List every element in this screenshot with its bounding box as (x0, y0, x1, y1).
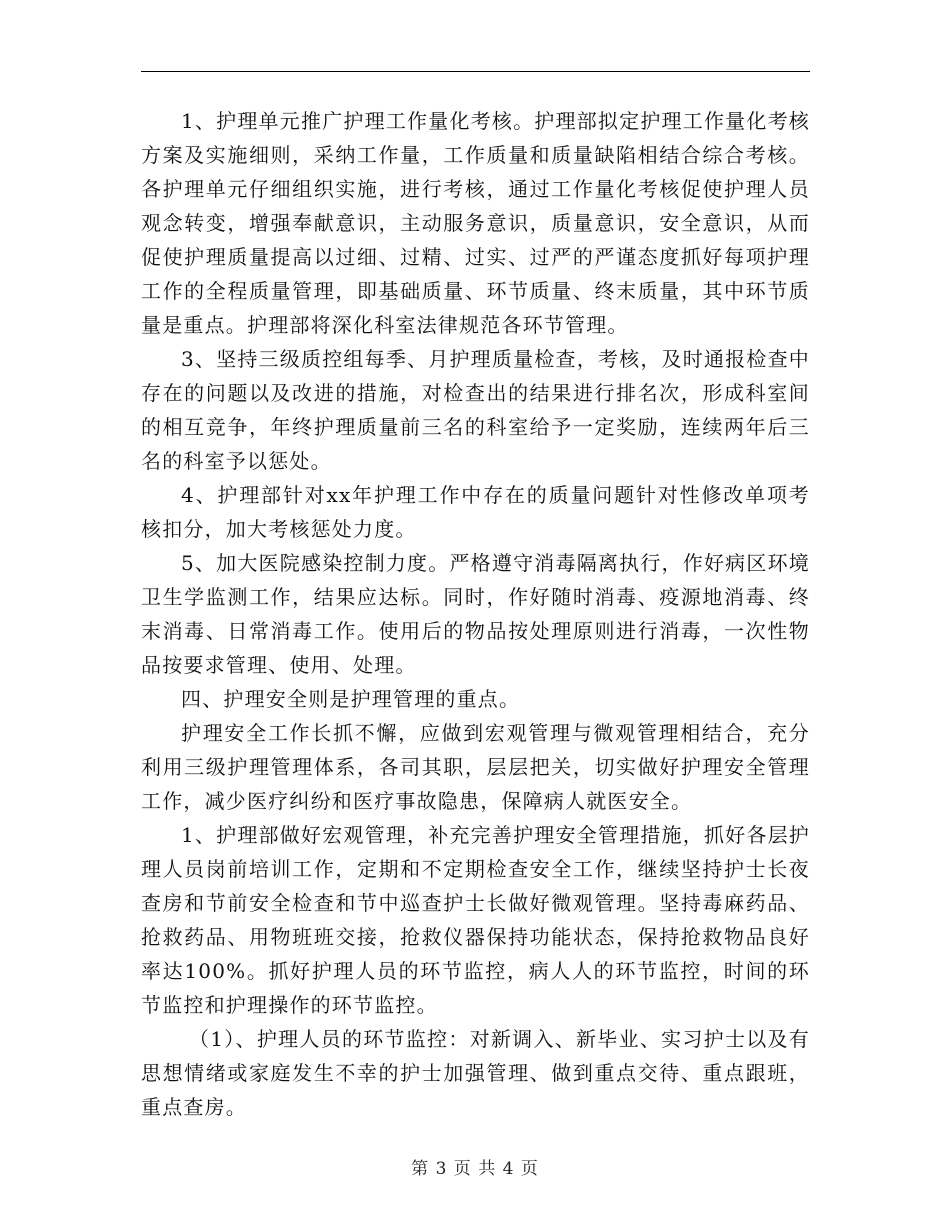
section-heading-nursing-safety: 四、护理安全则是护理管理的重点。 (181, 687, 521, 711)
page-footer (0, 1154, 950, 1179)
paragraph-quantified-assessment: 1、护理单元推广护理工作量化考核。护理部拟定护理工作量化考核方案及实施细则，采纳工作量，工作质量和质量缺陷相结合综合考核。各护理单元仔细组织实施，进行考核，通过工作量化考核促使护理人员观念转变，增强奉献意识，主动服务意识，质量意识，安全意识，从而促使护理质量提高以过细、过精、过实、过严的严谨态度抓好每项护理工作的全程质量管理，即基础质量、环节质量、终末质量，其中环节质量是重点。护理部将深化科室法律规范各环节管理。 (141, 109, 810, 337)
page-number: 第 3 页 共 4 页 (411, 1159, 539, 1179)
paragraph-macro-management: 1、护理部做好宏观管理，补充完善护理安全管理措施，抓好各层护理人员岗前培训工作，定期和不定期检查安全工作，继续坚持护士长夜查房和节前安全检查和节中巡查护士长做好微观管理。坚持毒麻药品、抢救药品、用物班班交接，抢救仪器保持功能状态，保持抢救物品良好率达100%。抓好护理人员的环节监控，病人人的环节监控，时间的环节监控和护理操作的环节监控。 (141, 823, 810, 1017)
paragraph-infection-control: 5、加大医院感染控制力度。严格遵守消毒隔离执行，作好病区环境卫生学监测工作，结果应达标。同时，作好随时消毒、疫源地消毒、终末消毒、日常消毒工作。使用后的物品按处理原则进行消毒，一次性物品按要求管理、使用、处理。 (141, 551, 810, 677)
paragraph-assessment-deduction: 4、护理部针对xx年护理工作中存在的质量问题针对性修改单项考核扣分，加大考核惩处力度。 (141, 483, 810, 541)
header-rule (141, 71, 810, 72)
document-body (141, 104, 810, 1124)
paragraph-staff-monitoring: （1）、护理人员的环节监控：对新调入、新毕业、实习护士以及有思想情绪或家庭发生不幸的护士加强管理、做到重点交待、重点跟班，重点查房。 (141, 1027, 810, 1119)
paragraph-quality-control-inspection: 3、坚持三级质控组每季、月护理质量检查，考核，及时通报检查中存在的问题以及改进的措施，对检查出的结果进行排名次，形成科室间的相互竞争，年终护理质量前三名的科室给予一定奖励，连续两年后三名的科室予以惩处。 (141, 347, 810, 473)
paragraph-safety-overview: 护理安全工作长抓不懈，应做到宏观管理与微观管理相结合，充分利用三级护理管理体系，各司其职，层层把关，切实做好护理安全管理工作，减少医疗纠纷和医疗事故隐患，保障病人就医安全。 (141, 721, 810, 813)
